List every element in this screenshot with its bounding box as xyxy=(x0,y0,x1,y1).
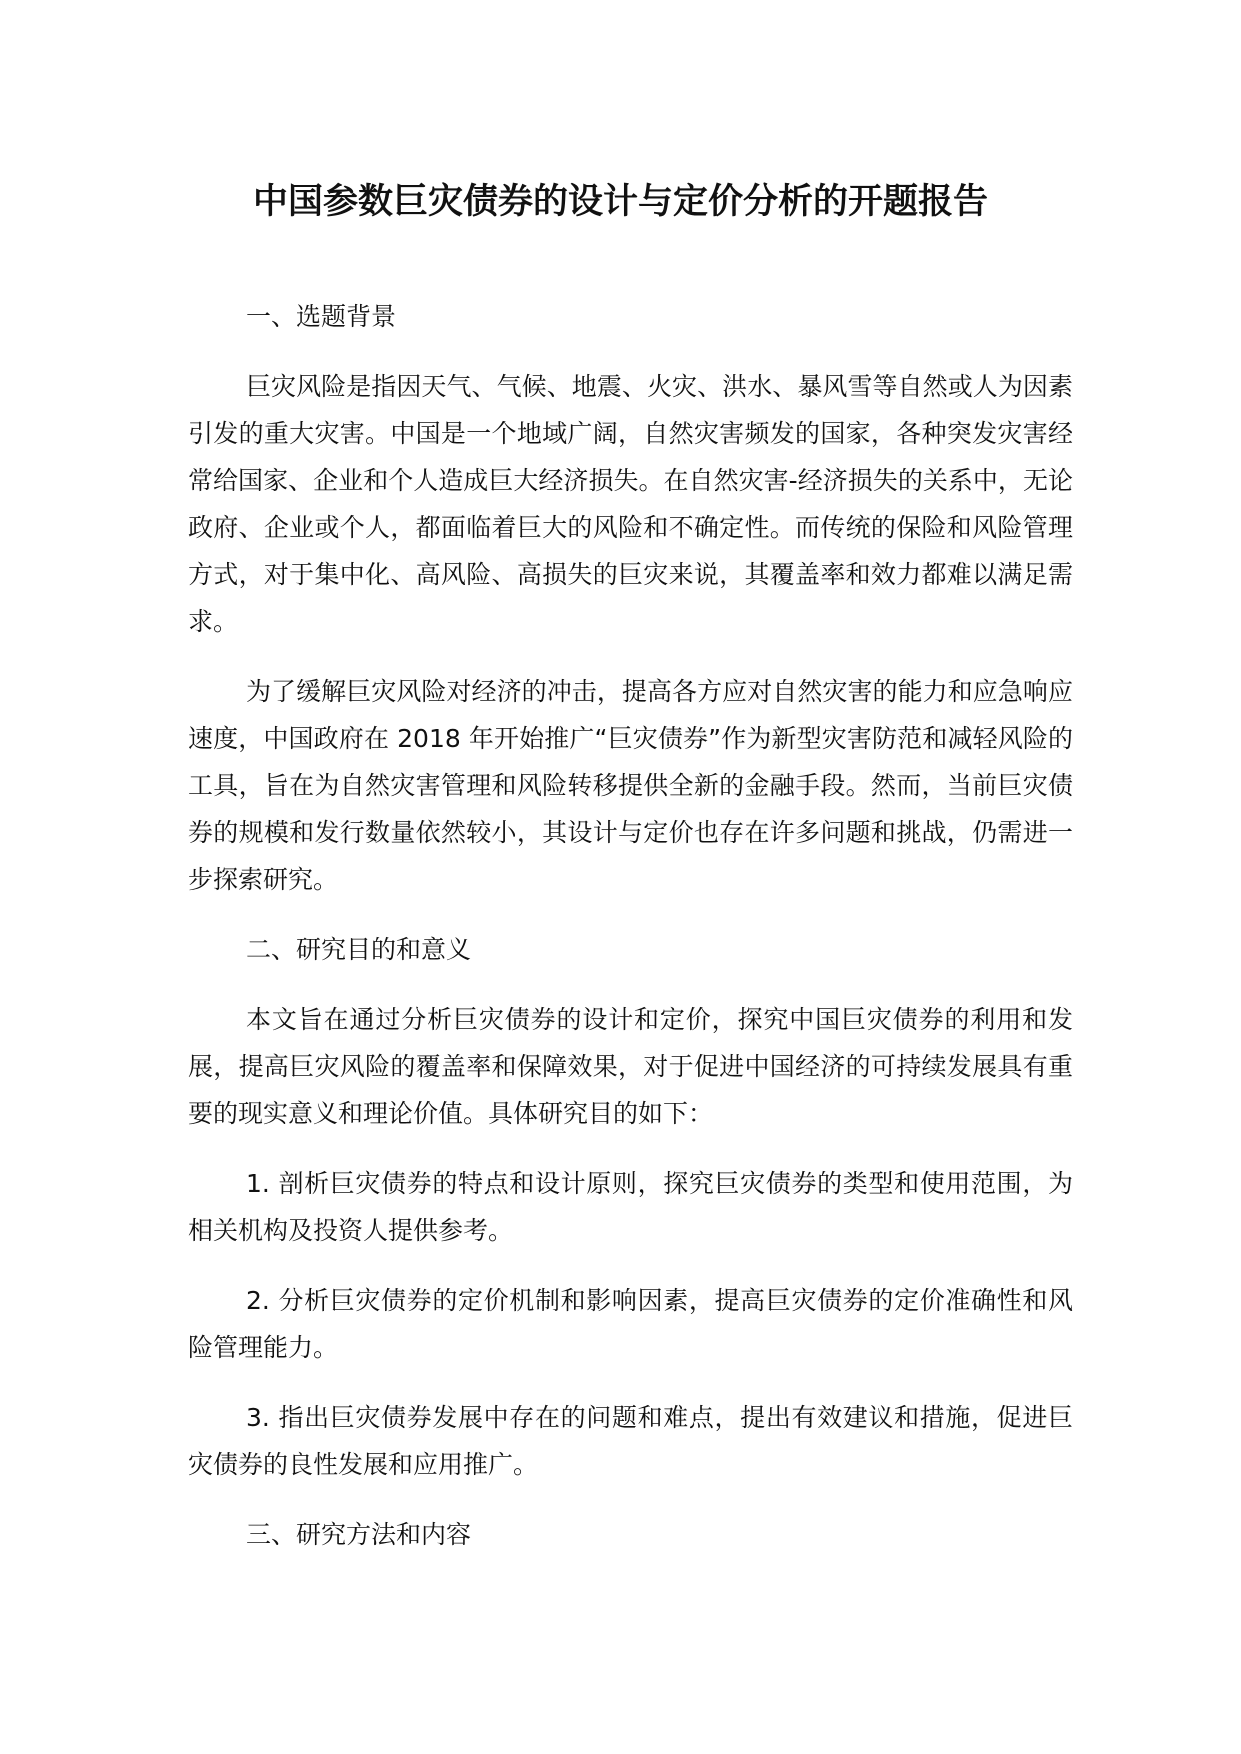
list-item-goal-3: 3. 指出巨灾债券发展中存在的问题和难点，提出有效建议和措施，促进巨灾债券的良性发展和应用推广。 xyxy=(188,1403,1073,1479)
list-item-goal-2: 2. 分析巨灾债券的定价机制和影响因素，提高巨灾债券的定价准确性和风险管理能力。 xyxy=(188,1286,1073,1362)
paragraph-background-1: 巨灾风险是指因天气、气候、地震、火灾、洪水、暴风雪等自然或人为因素引发的重大灾害。中国是一个地域广阔，自然灾害频发的国家，各种突发灾害经常给国家、企业和个人造成巨大经济损失。在自然灾害-经济损失的关系中，无论政府、企业或个人，都面临着巨大的风险和不确定性。而传统的保险和风险管理方式，对于集中化、高风险、高损失的巨灾来说，其覆盖率和效力都难以满足需求。 xyxy=(188,372,1073,636)
section-heading-purpose: 二、研究目的和意义 xyxy=(246,935,472,964)
list-item-goal-1: 1. 剖析巨灾债券的特点和设计原则，探究巨灾债券的类型和使用范围，为相关机构及投资人提供参考。 xyxy=(188,1169,1073,1245)
document-title: 中国参数巨灾债券的设计与定价分析的开题报告 xyxy=(252,182,988,222)
document-body xyxy=(188,293,1073,1581)
paragraph-background-2: 为了缓解巨灾风险对经济的冲击，提高各方应对自然灾害的能力和应急响应速度，中国政府在 2018 年开始推广“巨灾债券”作为新型灾害防范和减轻风险的工具，旨在为自然灾害管理和风险转移提供全新的金融手段。然而，当前巨灾债券的规模和发行数量依然较小，其设计与定价也存在许多问题和挑战，仍需进一步探索研究。 xyxy=(188,677,1073,894)
section-heading-background: 一、选题背景 xyxy=(246,302,397,331)
paragraph-purpose-intro: 本文旨在通过分析巨灾债券的设计和定价，探究中国巨灾债券的利用和发展，提高巨灾风险的覆盖率和保障效果，对于促进中国经济的可持续发展具有重要的现实意义和理论价值。具体研究目的如下： xyxy=(188,1005,1073,1128)
section-heading-methods: 三、研究方法和内容 xyxy=(246,1520,472,1549)
